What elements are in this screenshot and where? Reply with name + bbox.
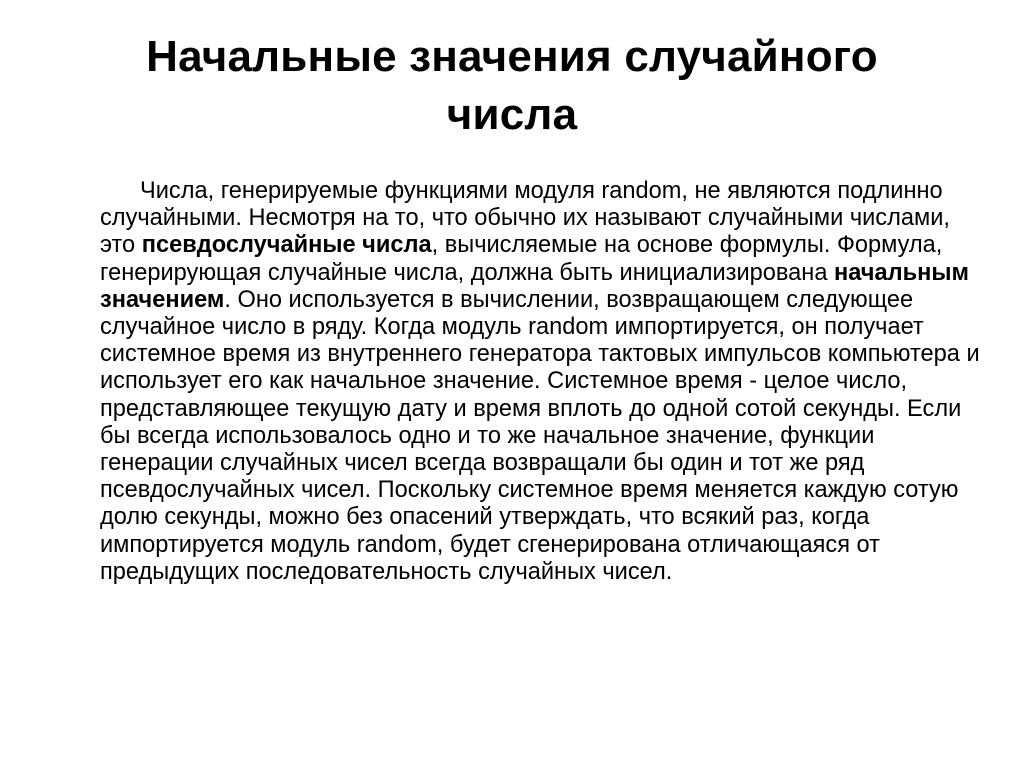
bold-term-pseudorandom-numbers: псевдослучайные числа (141, 232, 432, 259)
bold-term-seed-value: начальным значением (100, 259, 969, 313)
slide-title: Начальные значения случайного числа (146, 32, 878, 139)
paragraph-text-part-3: . Оно используется в вычислении, возвращающем следующее случайное число в ряду. Когда модуль random импортируется, он получает системное время из внутреннего генератора тактовых импульсов компьютера и использует его как начальное значение. Системное время - целое число, представляющее текущую дату и время вплоть до одной сотой секунды. Если бы всегда использовалось одно и то же начальное значение, функции генерации случайных чисел всегда возвращали бы один и тот же ряд псевдослучайных чисел. Поскольку системное время меняется каждую сотую долю секунды, можно без опасений утверждать, что всякий раз, когда импортируется модуль random, будет сгенерирована отличающаяся от предыдущих последовательность случайных чисел. (100, 286, 980, 585)
paragraph-text-part-2: , вычисляемые на основе формулы. Формула, генерирующая случайные числа, должна быть инициализирована (100, 232, 943, 286)
paragraph-text-part-1: Числа, генерируемые функциями модуля random, не являются подлинно случайными. Несмотря на то, что обычно их называют случайными числами, это (100, 178, 950, 259)
body-paragraph (100, 178, 980, 586)
